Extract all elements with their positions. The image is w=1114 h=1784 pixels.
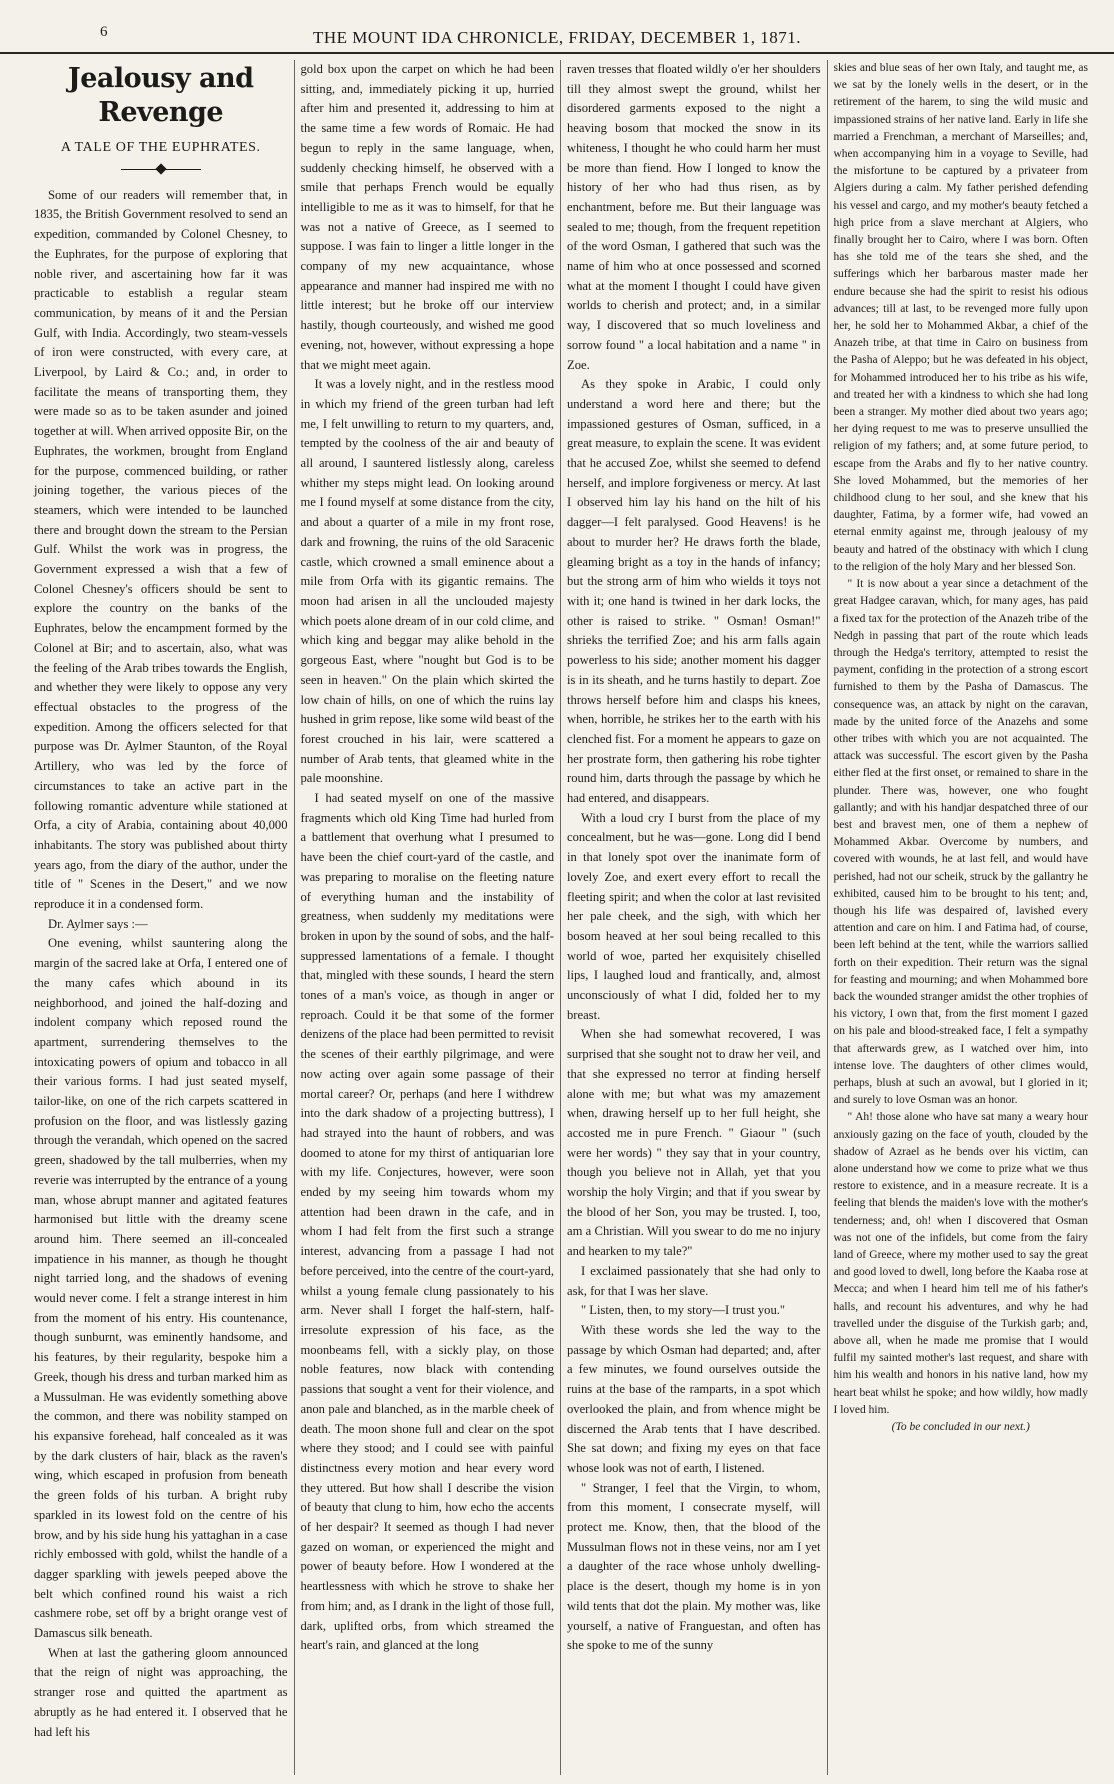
paragraph: As they spoke in Arabic, I could only understand a word here and there; but the impassioned gestures of Osman, sufficed, in a great measure, to explain the scene. It was evident that he accused Zoe, whilst she seemed to defend herself, and implore forgiveness or mercy. At last I observed him lay his hand on the hilt of his dagger—I felt paralysed. Good Heavens! is he about to murder her? He draws forth the blade, gleaming bright as a toy in the hands of infancy; but the strong arm of him who wields it toys not with it; one hand is twined in her dark locks, the other is raised to strike. " Osman! Osman!" shrieks the terrified Zoe; and his arm falls again powerless to his side; another moment his dagger is in its sheath, and he turns hastily to depart. Zoe throws herself before him and clasps his knees, when, horrible, he strikes her to the earth with his clenched fist. For a moment he appears to gaze on her prostrate form, then gathering his robe tighter round him, darts through the passage by which he had entered, and disappears. [567,377,821,806]
paragraph: " It is now about a year since a detachment of the great Hadgee caravan, which, for many ages, has paid a fixed tax for the protection of the Anazeh tribe of the Nedgh in passing that part of the route which leads through the Hedga's territory, attempted to resist the payment, confiding in the protection of a strong escort furnished to them by the Pasha of Damascus. The consequence was, an attack by night on the caravan, made by the united force of the Anazehs and some other tribes with which you are not acquainted. The attack was successful. The escort given by the Pasha either fled at the first onset, or remained to share in the plunder. There was, however, one who fought gallantly; and with his handjar despatched three of our best and bravest men, one of them a nephew of Mohammed Akbar. Overcome by numbers, and covered with wounds, he at last fell, and would have perished, had not our scheik, struck by the gallantry he exhibited, caused him to be brought to his tent; and, though his life was despaired of, lavished every attention and care on him. I and Fatima had, of course, been left behind at the tent, while the warriors sallied forth on their expedition. Their return was the signal for feasting and mourning; and when Mohammed bore back the wounded stranger amidst the other trophies of his victory, I own that, from the first moment I gazed on his pale and blood-streaked face, I felt a sympathy that afterwards grew, as I watched over him, into intense love. The daughters of other climes would, perhaps, blush at such an avowal, but I gloried in it; and surely to love Osman was an honor. [833,578,1088,1107]
paragraph: " Listen, then, to my story—I trust you." [581,1303,786,1318]
paragraph: skies and blue seas of her own Italy, and taught me, as we sat by the lonely wells in the desert, or in the retirement of the harem, to sing the wild music and impassioned strains of her native land. Early in life she married a Frenchman, a merchant of Marseilles; and, when accompanying him in a voyage to Seville, had the misfortune to be captured by a privateer from Algiers during a calm. My father perished defending his vessel and cargo, and my mother's beauty fetched a high price from a slave merchant at Algiers, who finally brought her to Cairo, where I was born. Often has she told me of the tears she shed, and the sufferings which her barbarous master made her endure because she had the spirit to resist his odious advances; till at last, to be revenged more fully upon her, he sold her to Mohammed Akbar, a chief of the Anazeh tribe, at that time in Cairo on business from the Pasha of Aleppo; but he was defeated in his object, for Mohammed introduced her to his tribe as his wife, and treated her with a kindness to which she had long been a stranger. My mother died about two years ago; her dying request to me was to preserve unsullied the religion of my fathers; and, at some future period, to escape from the Arabs and fly to her native country. She loved Mohammed, but the memories of her childhood clung to her soul, and she knew that his daughter, Fatima, by a former wife, had vowed an eternal enmity against me, through jealousy of my beauty and hatred of the obstinacy with which I clung to the religion of the holy Mary and her blessed Son. [833,62,1088,573]
paragraph: With these words she led the way to the passage by which Osman had departed; and, after a few minutes, we found ourselves outside the ruins at the base of the ramparts, in a spot which overlooked the plain, and from whence might be discerned the Arab tents that I have described. She sat down; and fixing my eyes on that face whose look was not of earth, I listened. [567,1323,821,1475]
headline: Jealousy and Revenge [67,63,254,128]
paragraph: Dr. Aylmer says :— [48,916,148,931]
running-title: THE MOUNT IDA CHRONICLE, FRIDAY, DECEMBER 1, 1871. [313,28,801,47]
paragraph: I exclaimed passionately that she had only to ask, for that I was her slave. [567,1263,821,1298]
column-4 [828,60,1095,1775]
continuation-note: (To be concluded in our next.) [891,1421,1030,1434]
ornamental-rule [121,164,201,176]
paragraph: It was a lovely night, and in the restless mood in which my friend of the green turban had left me, I felt unwilling to return to my quarters, and, tempted by the coolness of the air and beauty of all around, I sauntered listlessly along, careless whither my steps might lead. On looking around me I found myself at some distance from the city, and about a quarter of a mile in my front rose, dark and frowning, the ruins of the old Saracenic castle, which crowned a small eminence about a mile from Orfa with its gigantic remains. The moon had arisen in all the unclouded majesty which poets alone dream of in our cold clime, and which king and beggar may alike behold in the gorgeous East, where "nought but God is to be seen in heaven." On the plain which skirted the low chain of hills, on one of which the ruins lay hushed in grim repose, like some wild beast of the forest crouched in his lair, were scattered a number of Arab tents, that gleamed white in the pale moonshine. [300,377,554,786]
diamond-ornament-icon [155,163,166,174]
article-columns [28,60,1094,1775]
column-1 [28,60,295,1775]
subheading: A TALE OF THE EUPHRATES. [60,140,261,155]
paragraph: With a loud cry I burst from the place of my concealment, but he was—gone. Long did I bend in that lonely spot over the inanimate form of lovely Zoe, and exert every effort to recall the fleeting spirit; and when the color at last revisited her pale cheek, and the sigh, with which her bosom heaved at her soul being recalled to this world of woe, parted her exquisitely chiselled lips, I laughed loud and frantically, and, almost unconsciously of what I did, folded her to my breast. [567,810,821,1022]
masthead [0,18,1114,54]
column-2 [295,60,562,1775]
page-number: 6 [100,24,108,40]
paragraph: gold box upon the carpet on which he had been sitting, and, immediately picking it up, hurried after him and presented it, addressing to him at the same time a few words of Romaic. He had begun to reply in the same language, when, suddenly checking himself, he observed with a smile that perhaps French would be equally intelligible to me as it was to himself, for that he was not a native of Greece, as I seemed to suppose. I was fain to linger a little longer in the company of my new acquaintance, whose appearance and manner had inspired me with no little interest; but he broke off our interview hastily, though courteously, and wished me good evening, not, however, without expressing a hope that we might meet again. [300,62,554,372]
paragraph: When she had somewhat recovered, I was surprised that she sought not to draw her veil, and that she expressed no terror at finding herself alone with me; but what was my amazement when, drawing herself up to her full height, she accosted me in pure French. " Giaour " (such were her words) " they say that in your country, though you believe not in Allah, yet that you worship the holy Virgin; and that if you swear by the blood of her Son, you may be trusted. I, too, am a Christian. Will you swear to do me no injury and hearken to my tale?" [567,1027,821,1259]
paragraph: When at last the gathering gloom announced that the reign of night was approaching, the stranger rose and quitted the apartment as abruptly as he had entered it. I observed that he had left his [34,1645,288,1739]
paragraph: raven tresses that floated wildly o'er her shoulders till they almost swept the ground, whilst her disordered garments exposed to the night a heaving bosom that mocked the snow in its whiteness, I thought he who could harm her must be more than fiend. How I longed to know the history of her who had thus risen, as by enchantment, before me. But their language was sealed to me; though, from the frequent repetition of the word Osman, I gathered that such was the name of him who at once possessed and scorned what at the moment I thought I could have given worlds to cherish and protect; and, in a similar way, I discovered that so much loveliness and sorrow found " a local habitation and a name " in Zoe. [567,62,821,372]
paragraph: " Stranger, I feel that the Virgin, to whom, from this moment, I consecrate myself, will protect me. Know, then, that the blood of the Mussulman flows not in these veins, nor am I yet a daughter of the race whose unholy dwelling-place is the desert, though my home is in yon wild tents that dot the plain. My mother was, like yourself, a native of Franguestan, and often has she spoke to me of the sunny [567,1480,821,1653]
paragraph: I had seated myself on one of the massive fragments which old King Time had hurled from a battlement that overhung what I presumed to have been the chief court-yard of the castle, and was preparing to moralise on the fleeting nature of everything human and the instability of greatness, when suddenly my meditations were broken in upon by the sound of sobs, and the half-suppressed lamentations of a female. I thought that, mingled with these sounds, I heard the stern tones of a man's voice, as though in anger or reproach. Could it be that some of the former denizens of the place had been permitted to revisit the scenes of their earthly pilgrimage, and were now acting over again some passage of their mortal career? Or, perhaps (and here I withdrew into the dark shadow of a projecting buttress), I had strayed into the haunt of robbers, and was doomed to atone for my thirst of antiquarian lore with my life. Conjectures, however, were soon ended by my seeing him towards whom my attention had been drawn in the cafe, and in whom I had felt from the first such a strange interest, advancing from a passage I had not before perceived, into the centre of the court-yard, whilst a young female clung passionately to his arm. Never shall I forget the half-stern, half-irresolute expression of his face, as the moonbeams fell, with a sickly play, on those noble features, now black with contending passions that sought a vent for their violence, and anon pale and blanched, as in the marble cheek of death. The moon shone full and clear on the spot where they stood; and I could see with painful distinctness every motion and hear every word they uttered. But how shall I describe the vision of beauty that clung to him, how echo the accents of her despair? It seemed as though I had never gazed on woman, or experienced the might and power of beauty before. How I wondered at the heartlessness with which he strove to shake her from him; and, as I drank in the light of those full, dark, uplifted orbs, from which streamed the heart's rain, and glanced at the long [300,791,554,1653]
paragraph: " Ah! those alone who have sat many a weary hour anxiously gazing on the face of youth, clouded by the shadow of Azrael as he bends over his victim, can alone understand how we come to prize what we thus restore to existence, and in a measure recreate. It is a feeling that blends the maiden's love with the mother's tenderness; and, oh! when I discovered that Osman was not one of the infidels, but come from the fairy land of Greece, where my mother used to say the great and good loved to dwell, long before the Kaaba rose at Mecca; and when I heard him tell me of his father's halls, and recount his adventures, and why he had travelled under the disguise of the Turkish garb; and, above all, when he made me promise that I would fulfil my sainted mother's last request, and share with him his wealth and honors in his native land, how my heart beat whilst he spoke; and how wildly, how madly I loved him. [833,1111,1088,1416]
paragraph: Some of our readers will remember that, in 1835, the British Government resolved to send an expedition, commanded by Colonel Chesney, to the Euphrates, for the purpose of exploring that noble river, and ascertaining how far it was practicable to establish a regular steam communication, by means of it and the Persian Gulf, with India. Accordingly, two steam-vessels of iron were constructed, with every care, at Liverpool, by Laird & Co.; and, in order to facilitate the means of transporting them, they were made so as to be taken asunder and joined together at will. When arrived opposite Bir, on the Euphrates, the workmen, brought from England for the purpose, commenced building, or rather joining together, the various pieces of the steamers, which were intended to be launched there and brought down the stream to the Persian Gulf. Whilst the work was in progress, the Government expressed a wish that a few of Colonel Chesney's officers should be sent to explore the country on the banks of the Euphrates, below the encampment formed by the Colonel at Bir; and to ascertain, also, what was the feeling of the Arab tribes towards the English, and whether they were likely to oppose any very effectual obstacles to the progress of the expedition. Among the officers selected for that purpose was Dr. Aylmer Staunton, of the Royal Artillery, who was led by the force of circumstances to take an active part in the following romantic adventure while stationed at Orfa, a city of Arabia, containing about 40,000 inhabitants. The story was published about thirty years ago, from the diary of the author, under the title of " Scenes in the Desert," and we now reproduce it in a condensed form. [34,187,288,912]
paragraph: One evening, whilst sauntering along the margin of the sacred lake at Orfa, I entered one of the many cafes which abound in its neighborhood, and joined the half-dozing and indolent company which reposed round the apartment, surrendering themselves to the intoxicating powers of opium and tobacco in all their various forms. I had just seated myself, tailor-like, on one of the rich carpets scattered in profusion on the floor, and was listlessly gazing through the verandah, which opened on the sacred green, shadowed by the tall mulberries, when my reverie was interrupted by the entrance of a young man, whose abrupt manner and agitated features harmonised but little with the dreamy scene around him. There seemed an ill-concealed impatience in his manner, as though he thought night tarried long, and the shadows of evening would never come. I felt a strange interest in him from the moment of his entry. His countenance, though sunburnt, was eminently handsome, and his features, by their regularity, bespoke him a Greek, though his dress and turban marked him as a Mussulman. He was evidently something above the common, and there was nobility stamped on his expansive forehead, half concealed as it was by the dark clusters of hair, black as the raven's wing, which escaped in profusion from beneath the green folds of his turban. A bright ruby sparkled in its lowest fold on the centre of his brow, and by his side hung his yattaghan in a case richly embossed with gold, whilst the handle of a dagger sparkling with jewels peeped above the belt which confined round his waist a rich cashmere robe, set off by a bright orange vest of Damascus silk beneath. [34,936,288,1641]
column-3 [561,60,828,1775]
